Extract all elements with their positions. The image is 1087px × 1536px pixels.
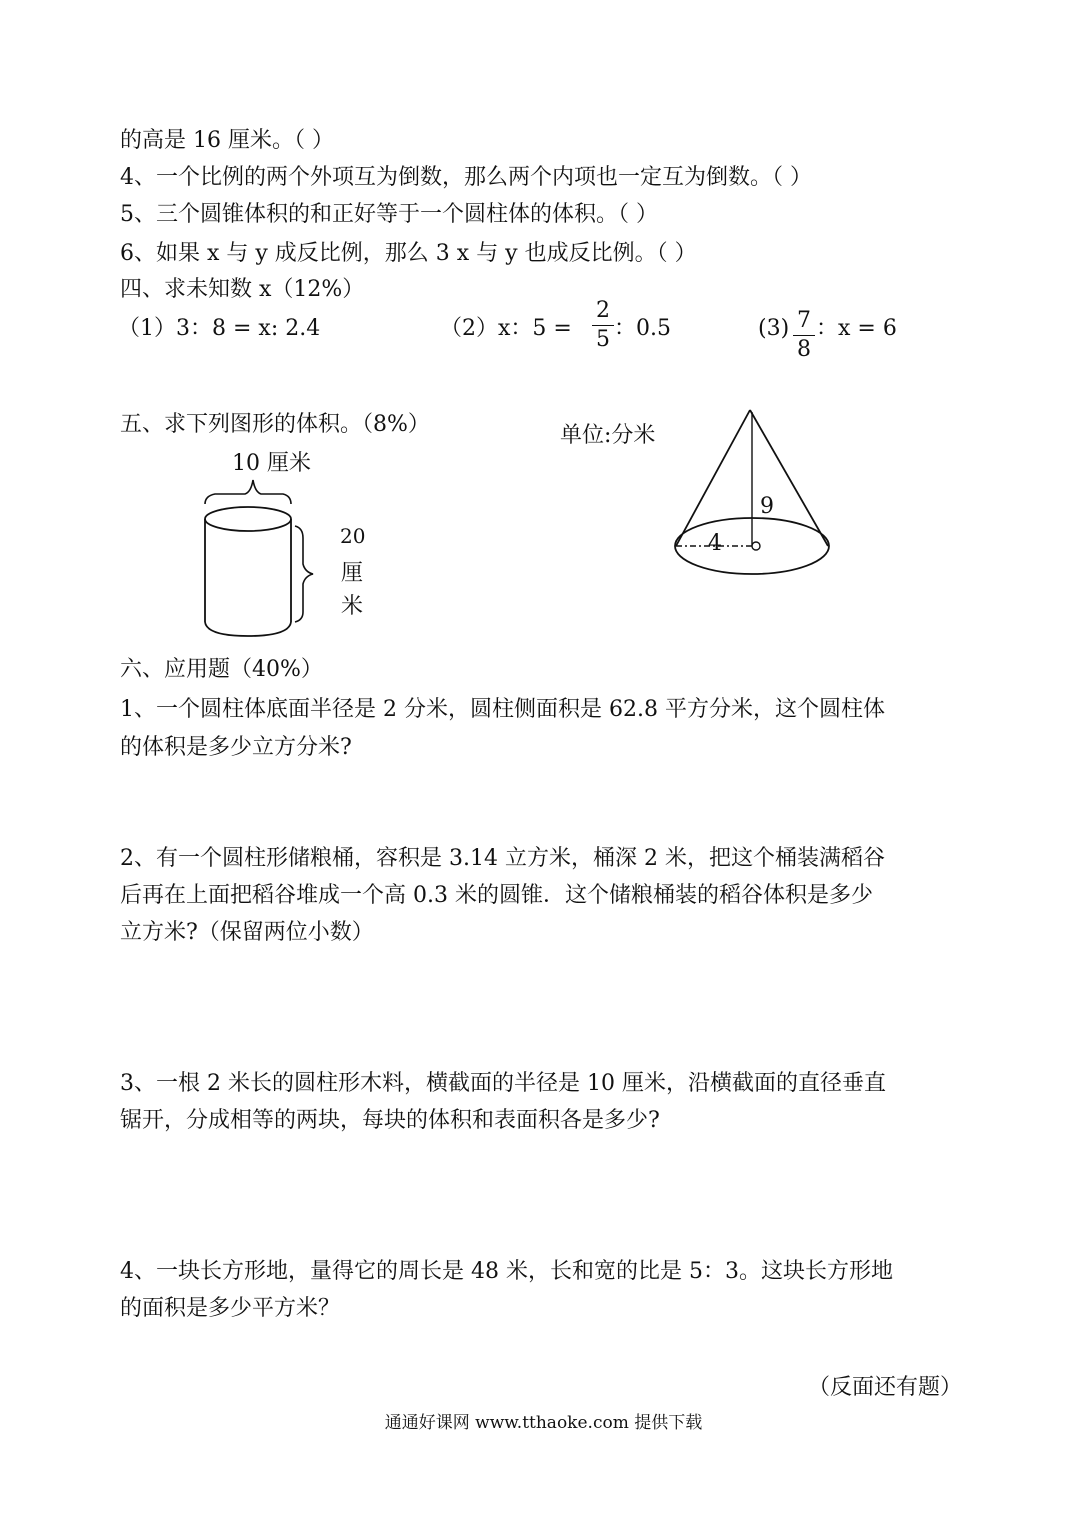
equation-3-left: (3) (758, 316, 790, 341)
equation-2-right: ：0.5 (614, 316, 671, 341)
problem-1-line-1: 1、一个圆柱体底面半径是 2 分米，圆柱侧面积是 62.8 平方分米，这个圆柱体 (120, 697, 885, 722)
problem-4-line-2: 的面积是多少平方米？ (120, 1296, 341, 1321)
judgement-q4: 4、一个比例的两个外项互为倒数，那么两个内项也一定互为倒数。（ ） (120, 165, 812, 190)
problem-2-line-2: 后再在上面把稻谷堆成一个高 0.3 米的圆锥．这个储粮桶装的稻谷体积是多少 (120, 883, 873, 908)
equation-2-left: （2）x：5 = (440, 316, 572, 341)
section4-title: 四、求未知数 x（12%） (120, 277, 365, 302)
problem-3-line-1: 3、一根 2 米长的圆柱形木料，横截面的半径是 10 厘米，沿横截面的直径垂直 (120, 1071, 886, 1096)
problem-2-line-1: 2、有一个圆柱形储粮桶，容积是 3.14 立方米，桶深 2 米，把这个桶装满稻谷 (120, 846, 885, 871)
equation-3-fraction (793, 309, 815, 362)
judgement-q6: 6、如果 x 与 y 成反比例，那么 3 x 与 y 也成反比例。（ ） (120, 241, 697, 266)
section6-title: 六、应用题（40%） (120, 657, 323, 682)
cone-radius-label: 4 (708, 531, 722, 556)
problem-2-line-3: 立方米?（保留两位小数） (120, 920, 374, 945)
fraction-bar (592, 325, 614, 326)
problem-1-line-2: 的体积是多少立方分米? (120, 735, 352, 760)
equation-3-denominator: 8 (797, 337, 811, 362)
equation-3-right: ：x = 6 (816, 316, 897, 341)
unit-label: 单位:分米 (560, 423, 656, 448)
equation-2-numerator: 2 (596, 298, 610, 323)
cylinder-side-label-2: 厘 (341, 561, 364, 586)
cone-figure (668, 404, 838, 584)
cylinder-top-label: 10 厘米 (232, 451, 311, 476)
back-note: （反面还有题） (807, 1375, 962, 1400)
problem-4-line-1: 4、一块长方形地，量得它的周长是 48 米，长和宽的比是 5：3。这块长方形地 (120, 1259, 893, 1284)
problem-3-line-2: 锯开，分成相等的两块，每块的体积和表面积各是多少? (120, 1108, 660, 1133)
footer: 通通好课网 www.tthaoke.com 提供下载 (384, 1413, 703, 1433)
equation-1: （1）3：8 = x: 2.4 (118, 316, 321, 341)
equation-2-fraction (592, 299, 614, 352)
equation-2-denominator: 5 (596, 327, 610, 352)
equation-3-numerator: 7 (797, 308, 811, 333)
cylinder-figure (195, 472, 315, 642)
section5-title: 五、求下列图形的体积。（8%） (120, 412, 430, 437)
cone-height-label: 9 (760, 494, 774, 519)
cylinder-side-label-1: 20 (340, 524, 366, 548)
fraction-bar (793, 335, 815, 336)
cylinder-side-label-3: 米 (341, 594, 364, 619)
judgement-q3-tail: 的高是 16 厘米。（ ） (120, 128, 334, 153)
judgement-q5: 5、三个圆锥体积的和正好等于一个圆柱体的体积。（ ） (120, 202, 658, 227)
